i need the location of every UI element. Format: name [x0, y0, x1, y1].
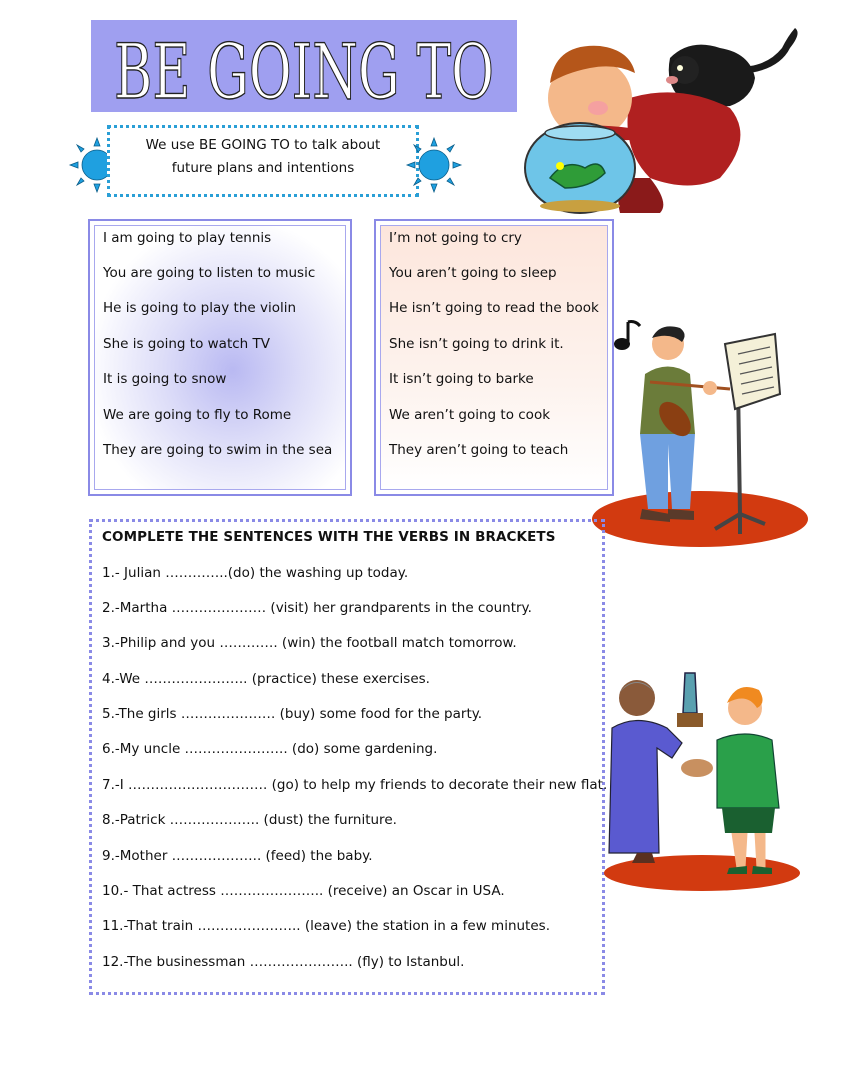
negative-example: We aren’t going to cook: [389, 407, 551, 423]
negative-example: They aren’t going to teach: [389, 442, 569, 458]
intro-line-2: future plans and intentions: [171, 160, 355, 176]
exercise-item: 12.-The businessman ………………….. (fly) to Istanbul.: [102, 954, 465, 970]
exercise-item: 10.- That actress ………………….. (receive) an Oscar in USA.: [102, 883, 505, 899]
affirmative-example: They are going to swim in the sea: [103, 442, 333, 458]
affirmative-example: You are going to listen to music: [103, 265, 316, 281]
affirmative-example: He is going to play the violin: [103, 300, 297, 316]
intro-line-1: We use BE GOING TO to talk about: [145, 137, 381, 153]
negative-example: She isn’t going to drink it.: [389, 336, 564, 352]
intro-box: [107, 125, 419, 197]
exercise-heading: COMPLETE THE SENTENCES WITH THE VERBS IN BRACKETS: [102, 529, 556, 545]
exercise-item: 1.- Julian …………..(do) the washing up today.: [102, 565, 409, 581]
exercise-item: 9.-Mother ……………….. (feed) the baby.: [102, 848, 373, 864]
exercise-item: 5.-The girls ………………… (buy) some food for the party.: [102, 706, 483, 722]
exercise-item: 11.-That train ………………….. (leave) the station in a few minutes.: [102, 918, 550, 934]
negative-example: He isn’t going to read the book: [389, 300, 599, 316]
affirmative-example: I am going to play tennis: [103, 230, 272, 246]
award-handshake-illustration: [597, 668, 802, 893]
svg-text:BE GOING TO: BE GOING TO: [114, 27, 494, 116]
negative-example: I’m not going to cry: [389, 230, 522, 246]
exercise-item: 3.-Philip and you …………. (win) the football match tomorrow.: [102, 635, 517, 651]
exercise-item: 7.-I …………………………. (go) to help my friends to decorate their new flat.: [102, 777, 608, 793]
exercise-item: 4.-We ………………….. (practice) these exercises.: [102, 671, 430, 687]
title-banner: [91, 20, 517, 116]
boy-fishbowl-cat-illustration: [520, 28, 805, 218]
exercise-item: 2.-Martha ………………… (visit) her grandparents in the country.: [102, 600, 532, 616]
affirmative-example: She is going to watch TV: [103, 336, 270, 352]
negative-example: It isn’t going to barke: [389, 371, 534, 387]
page-title: [91, 20, 517, 116]
exercise-item: 6.-My uncle ………………….. (do) some gardening.: [102, 741, 438, 757]
sun-icon: [406, 137, 462, 193]
affirmative-example: It is going to snow: [103, 371, 227, 387]
affirmative-example: We are going to fly to Rome: [103, 407, 292, 423]
violinist-illustration: [590, 314, 805, 549]
negative-example: You aren’t going to sleep: [389, 265, 557, 281]
exercise-item: 8.-Patrick ……………….. (dust) the furniture.: [102, 812, 397, 828]
